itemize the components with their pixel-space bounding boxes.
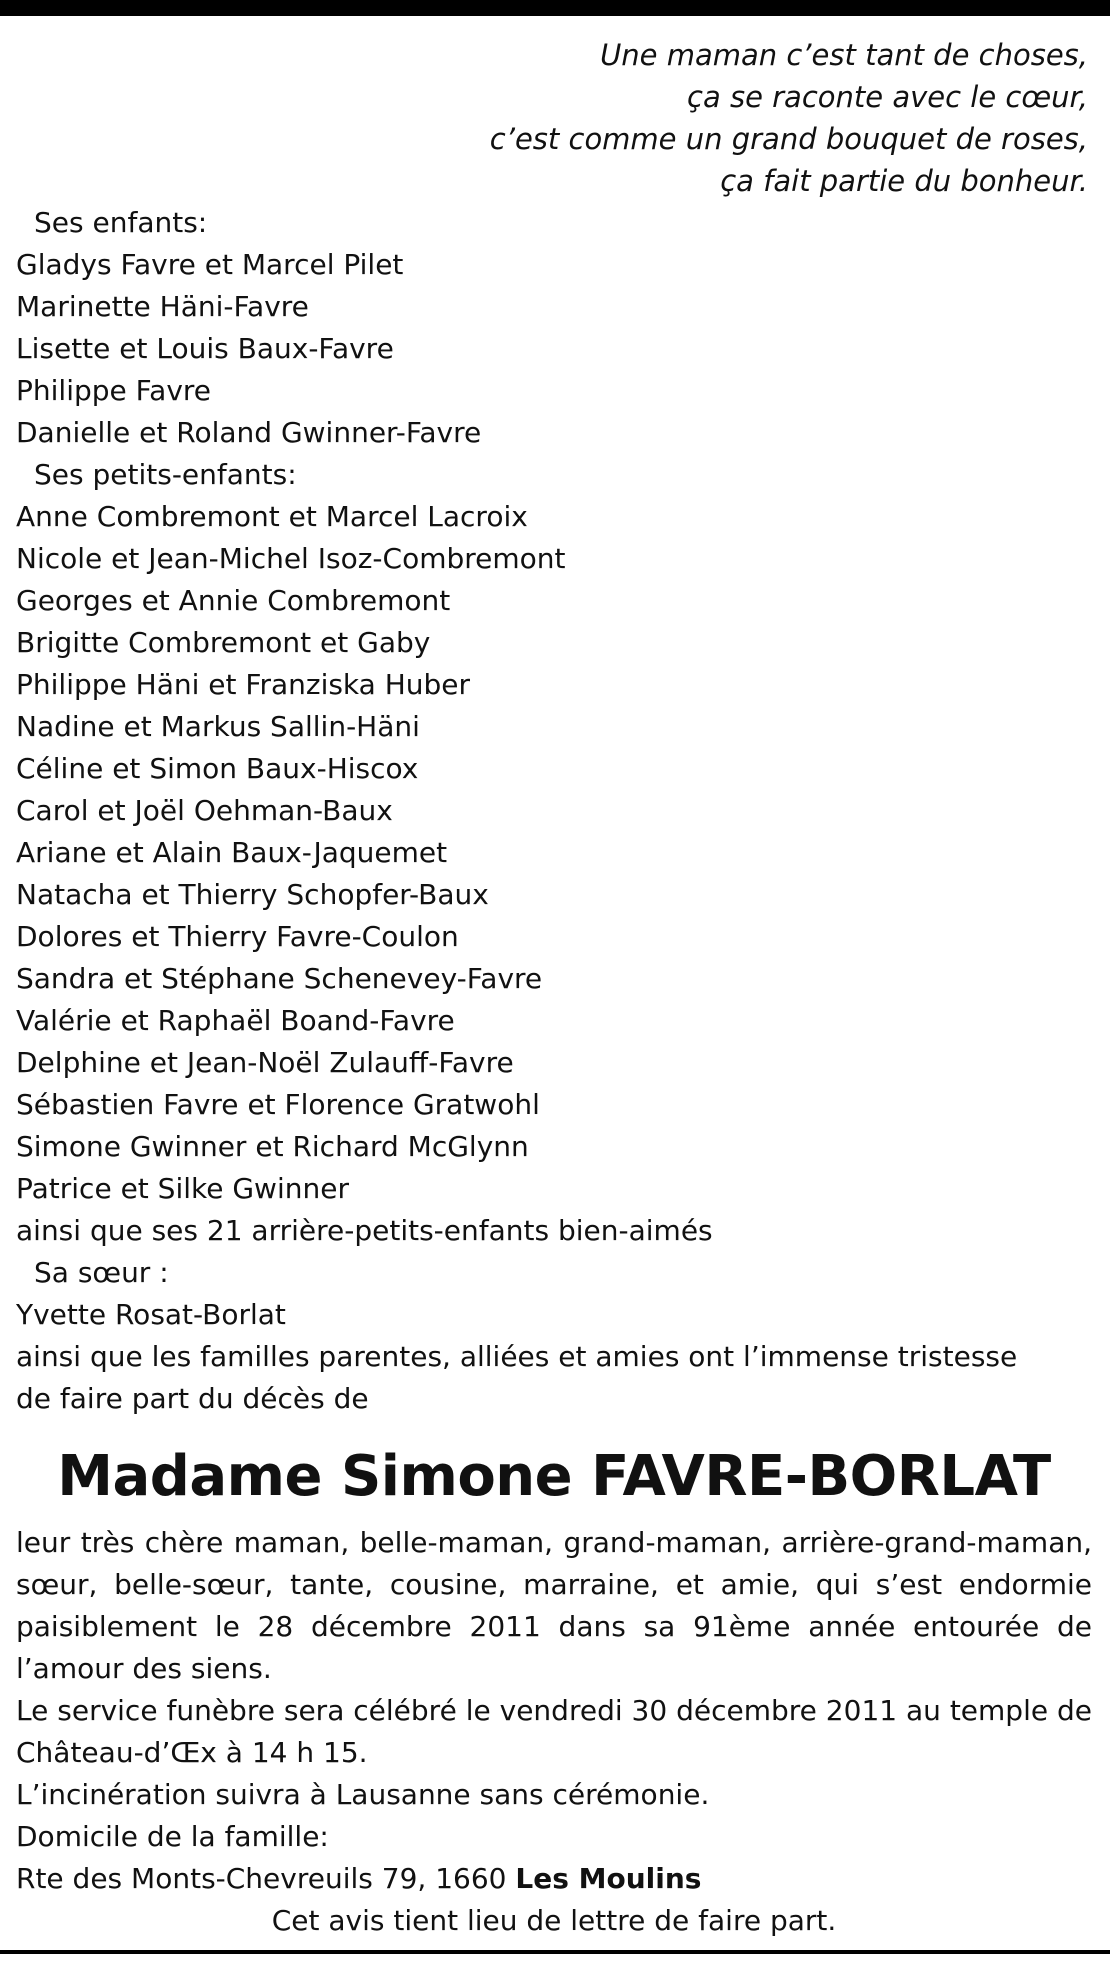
incineration-line: L’incinération suivra à Lausanne sans cérémonie. bbox=[16, 1778, 710, 1811]
sister-section bbox=[16, 1252, 1092, 1336]
grandchild-name: Carol et Joël Oehman-Baux bbox=[16, 794, 393, 827]
deceased-name-heading: Madame Simone FAVRE-BORLAT bbox=[57, 1444, 1051, 1509]
top-border-rule bbox=[0, 0, 1110, 16]
grandchild-name: Georges et Annie Combremont bbox=[16, 584, 451, 617]
grandchild-name: Brigitte Combremont et Gaby bbox=[16, 626, 431, 659]
description-paragraph: leur très chère maman, belle-maman, grand-maman, arrière-grand-maman, sœur, belle-sœur, tante, cousine, marraine, et amie, qui s’est endormie paisiblement le 28 décembre 2011 dans sa 91ème année entourée de l’amour des siens. bbox=[16, 1526, 1092, 1685]
domicile-label: Domicile de la famille: bbox=[16, 1820, 329, 1853]
address-town: Les Moulins bbox=[515, 1862, 702, 1895]
grandchild-name: Patrice et Silke Gwinner bbox=[16, 1172, 349, 1205]
sister-label: Sa sœur : bbox=[34, 1256, 169, 1289]
child-name: Philippe Favre bbox=[16, 374, 212, 407]
service-paragraph: Le service funèbre sera célébré le vendredi 30 décembre 2011 au temple de Château-d’Œx à 14 h 15. bbox=[16, 1694, 1092, 1769]
poem-line: Une maman c’est tant de choses, bbox=[600, 38, 1088, 72]
announcement-text bbox=[16, 1336, 1092, 1420]
children-section bbox=[16, 202, 1092, 454]
grandchild-name: Nicole et Jean-Michel Isoz-Combremont bbox=[16, 542, 566, 575]
grandchild-name: Céline et Simon Baux-Hiscox bbox=[16, 752, 419, 785]
grandchild-name: Ariane et Alain Baux-Jaquemet bbox=[16, 836, 448, 869]
grandchild-name: Anne Combremont et Marcel Lacroix bbox=[16, 500, 528, 533]
grandchild-name: Sébastien Favre et Florence Gratwohl bbox=[16, 1088, 540, 1121]
grandchild-name: Simone Gwinner et Richard McGlynn bbox=[16, 1130, 529, 1163]
sister-name: Yvette Rosat-Borlat bbox=[16, 1298, 286, 1331]
great-grandchildren-line: ainsi que ses 21 arrière-petits-enfants bien-aimés bbox=[16, 1214, 713, 1247]
children-label: Ses enfants: bbox=[34, 206, 208, 239]
closing-note: Cet avis tient lieu de lettre de faire part. bbox=[271, 1904, 837, 1937]
grandchild-name: Dolores et Thierry Favre-Coulon bbox=[16, 920, 459, 953]
grandchild-name: Valérie et Raphaël Boand-Favre bbox=[16, 1004, 455, 1037]
poem-line: c’est comme un grand bouquet de roses, bbox=[489, 122, 1088, 156]
announcement-line: ainsi que les familles parentes, alliées et amies ont l’immense tristesse bbox=[16, 1340, 1018, 1373]
bottom-border-rule bbox=[0, 1950, 1110, 1954]
grandchildren-label: Ses petits-enfants: bbox=[34, 458, 297, 491]
child-name: Gladys Favre et Marcel Pilet bbox=[16, 248, 404, 281]
child-name: Marinette Häni-Favre bbox=[16, 290, 309, 323]
death-notice bbox=[16, 34, 1092, 1942]
family-address bbox=[16, 1858, 1092, 1900]
epigraph-poem bbox=[16, 34, 1092, 202]
child-name: Lisette et Louis Baux-Favre bbox=[16, 332, 394, 365]
poem-line: ça se raconte avec le cœur, bbox=[687, 80, 1088, 114]
grandchild-name: Sandra et Stéphane Schenevey-Favre bbox=[16, 962, 543, 995]
grandchild-name: Philippe Häni et Franziska Huber bbox=[16, 668, 471, 701]
grandchild-name: Nadine et Markus Sallin-Häni bbox=[16, 710, 420, 743]
grandchild-name: Natacha et Thierry Schopfer-Baux bbox=[16, 878, 489, 911]
announcement-line: de faire part du décès de bbox=[16, 1382, 369, 1415]
child-name: Danielle et Roland Gwinner-Favre bbox=[16, 416, 482, 449]
grandchildren-section bbox=[16, 454, 1092, 1252]
poem-line: ça fait partie du bonheur. bbox=[720, 164, 1088, 198]
grandchild-name: Delphine et Jean-Noël Zulauff-Favre bbox=[16, 1046, 514, 1079]
address-street: Rte des Monts-Chevreuils 79, 1660 bbox=[16, 1862, 516, 1895]
